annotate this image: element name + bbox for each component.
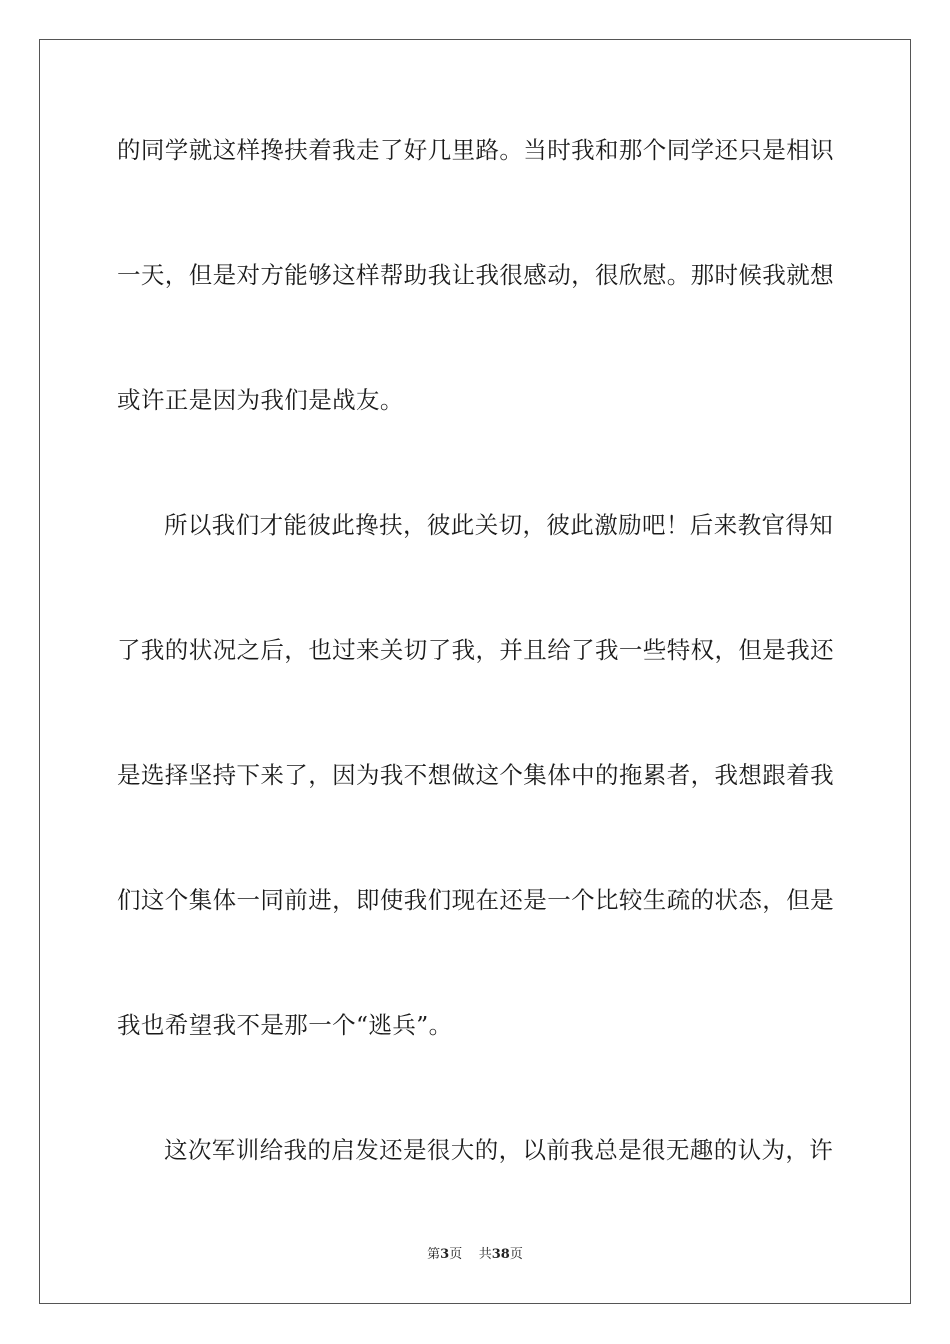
paragraph-line-7: 们这个集体一同前进，即使我们现在还是一个比较生疏的状态，但是 <box>117 886 834 914</box>
paragraph-line-2: 一天，但是对方能够这样帮助我让我很感动，很欣慰。那时候我就想 <box>117 261 834 289</box>
page-footer <box>0 1246 950 1264</box>
paragraph-line-6: 是选择坚持下来了，因为我不想做这个集体中的拖累者，我想跟着我 <box>117 761 834 789</box>
paragraph-line-4: 所以我们才能彼此搀扶，彼此关切，彼此激励吧！后来教官得知 <box>164 511 834 539</box>
paragraph-line-8: 我也希望我不是那一个“逃兵”。 <box>117 1011 453 1039</box>
paragraph-line-9: 这次军训给我的启发还是很大的，以前我总是很无趣的认为，许 <box>164 1136 834 1164</box>
page-border <box>39 39 911 1304</box>
total-pages: 38 <box>491 1247 510 1262</box>
total-suffix: 页 <box>509 1247 523 1262</box>
paragraph-line-5: 了我的状况之后，也过来关切了我，并且给了我一些特权，但是我还 <box>117 636 834 664</box>
page-suffix: 页 <box>449 1247 463 1262</box>
page-prefix: 第 <box>427 1247 441 1262</box>
paragraph-line-1: 的同学就这样搀扶着我走了好几里路。当时我和那个同学还只是相识 <box>117 136 834 164</box>
page-number: 3 <box>440 1247 450 1262</box>
paragraph-line-3: 或许正是因为我们是战友。 <box>117 386 404 414</box>
total-prefix: 共 <box>478 1247 492 1262</box>
